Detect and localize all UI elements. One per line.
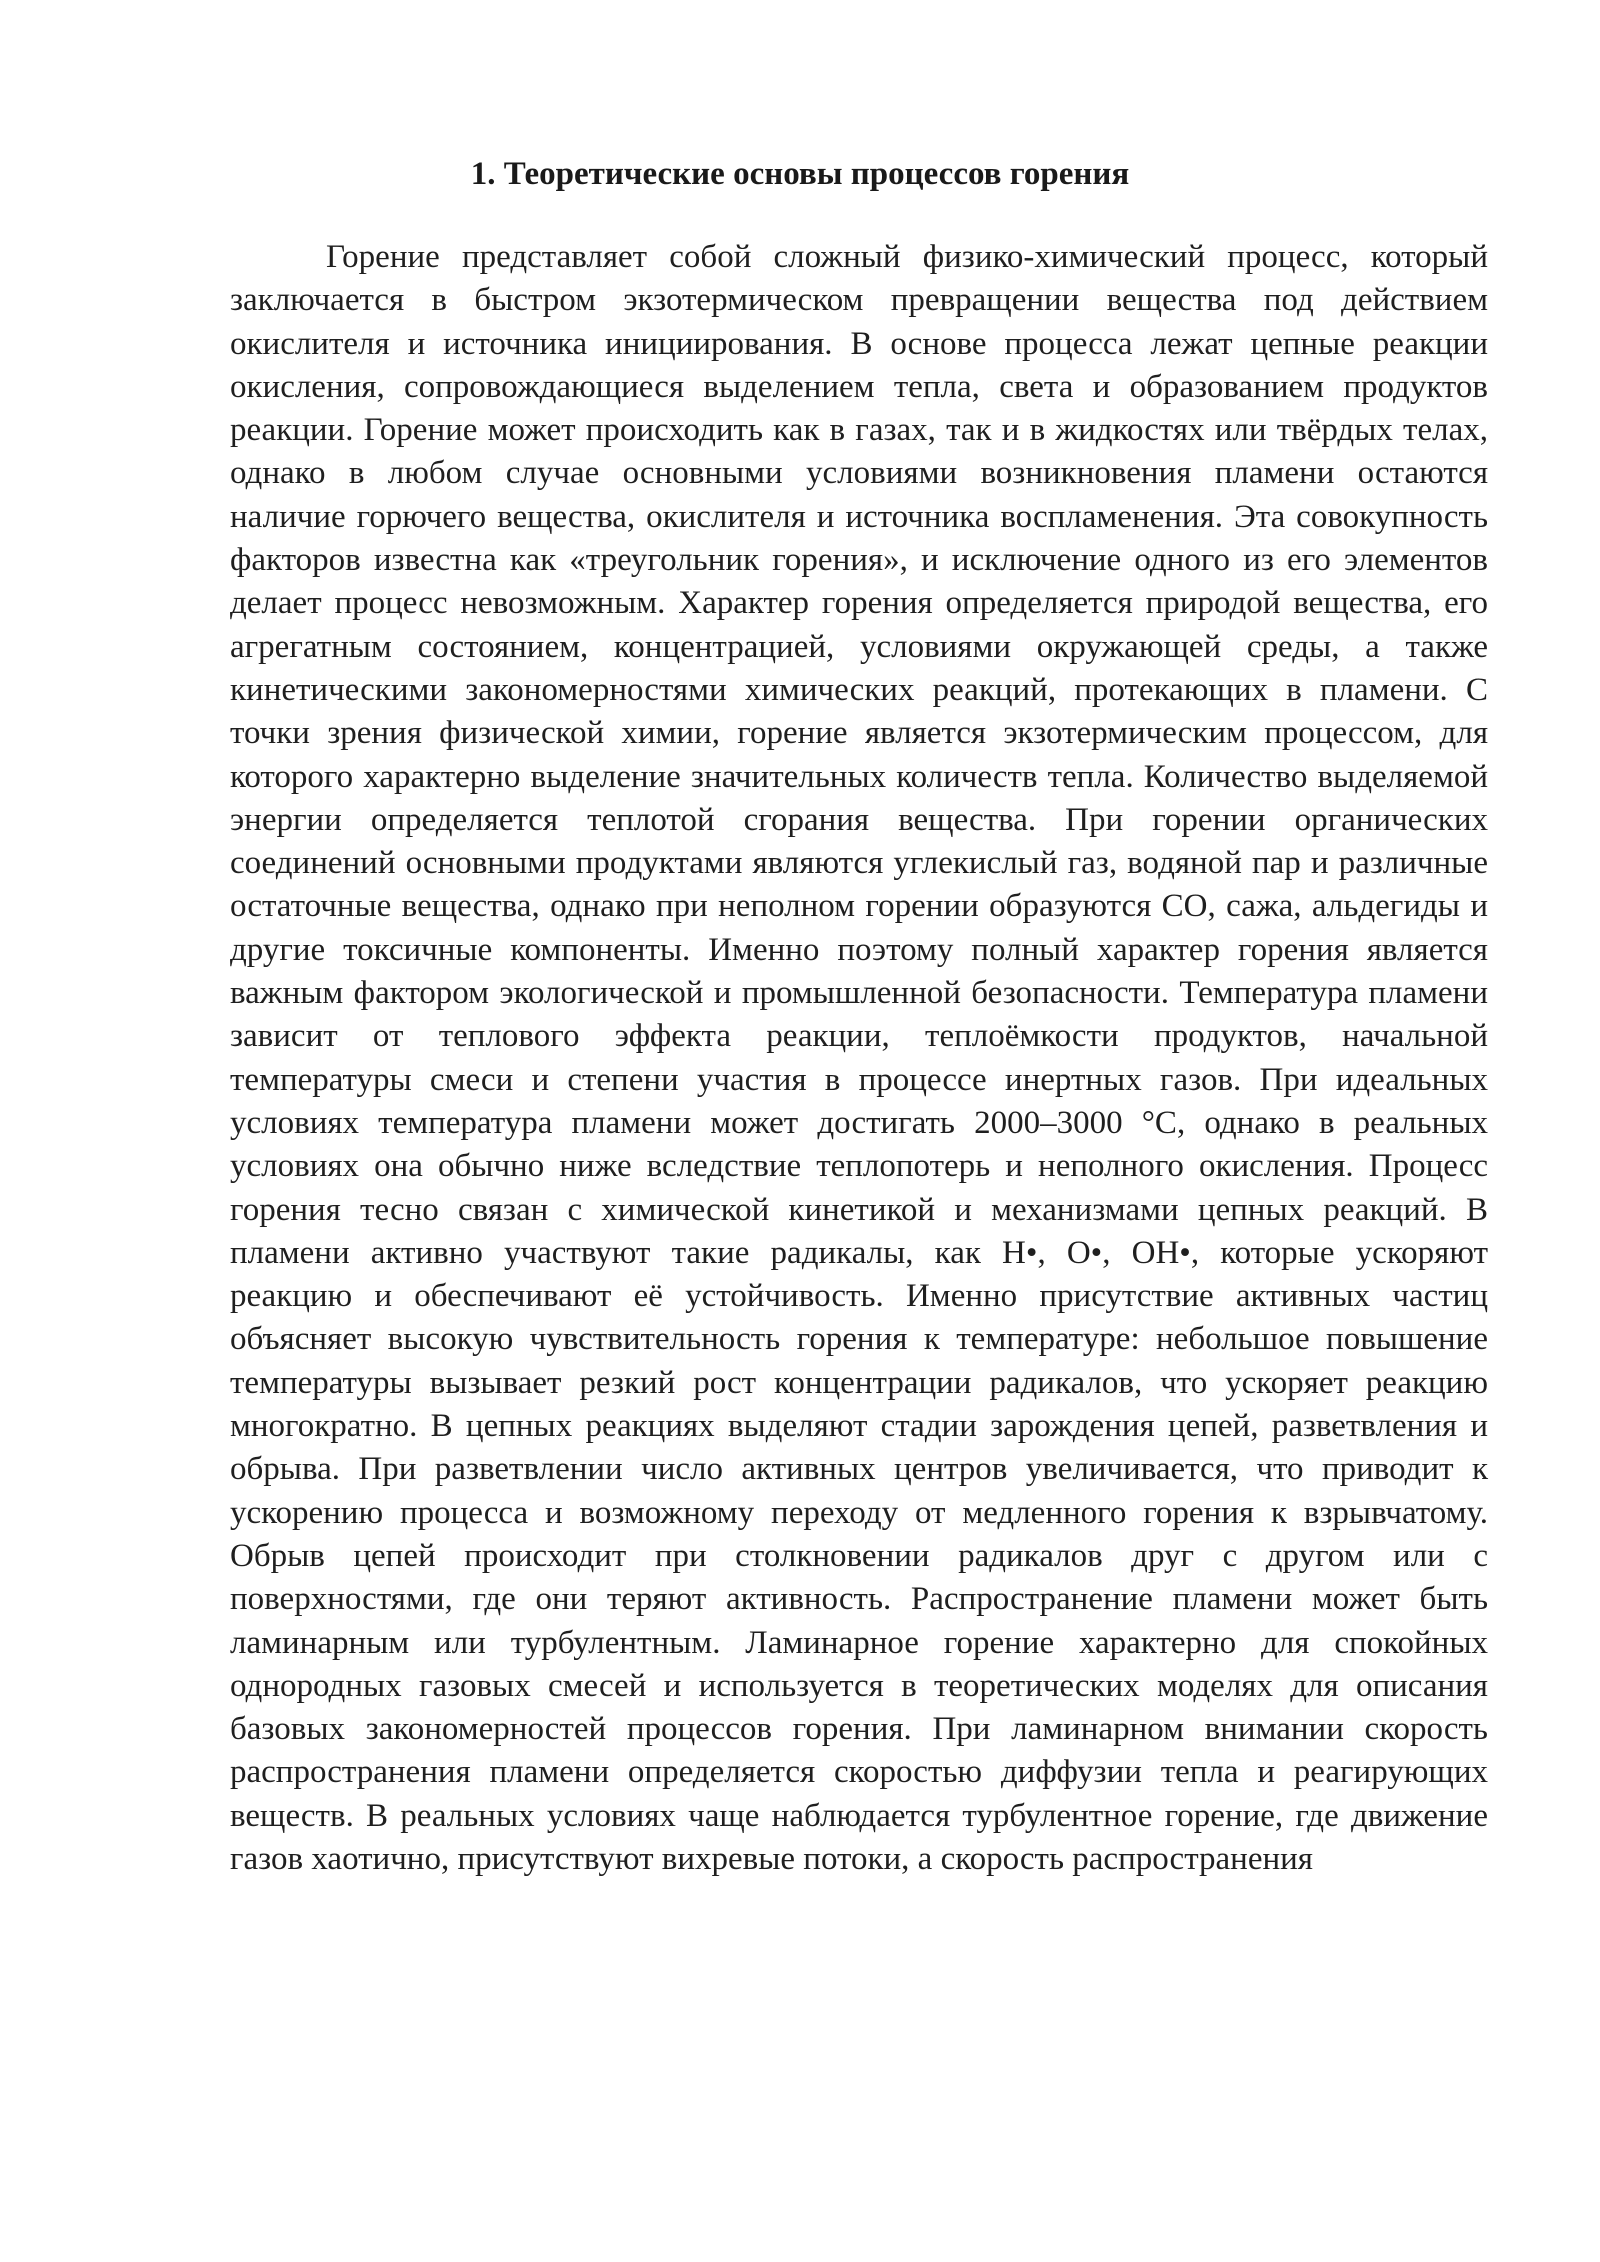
section-heading: 1. Теоретические основы процессов горения — [470, 156, 1130, 192]
body-paragraph: Горение представляет собой сложный физико-химический процесс, который заключается в быстром экзотермическом превращении вещества под действием окислителя и источника инициирования. В основе процесса лежат цепные реакции окисления, сопровождающиеся выделением тепла, света и образованием продуктов реакции. Горение может происходить как в газах, так и в жидкостях или твёрдых телах, однако в любом случае основными условиями возникновения пламени остаются наличие горючего вещества, окислителя и источника воспламенения. Эта совокупность факторов известна как «треугольник горения», и исключение одного из его элементов делает процесс невозможным. Характер горения определяется природой вещества, его агрегатным состоянием, концентрацией, условиями окружающей среды, а также кинетическими закономерностями химических реакций, протекающих в пламени. С точки зрения физической химии, горение является экзотермическим процессом, для которого характерно выделение значительных количеств тепла. Количество выделяемой энергии определяется теплотой сгорания вещества. При горении органических соединений основными продуктами являются углекислый газ, водяной пар и различные остаточные вещества, однако при неполном горении образуются CO, сажа, альдегиды и другие токсичные компоненты. Именно поэтому полный характер горения является важным фактором экологической и промышленной безопасности. Температура пламени зависит от теплового эффекта реакции, теплоёмкости продуктов, начальной температуры смеси и степени участия в процессе инертных газов. При идеальных условиях температура пламени может достигать 2000–3000 °C, однако в реальных условиях она обычно ниже вследствие теплопотерь и неполного окисления. Процесс горения тесно связан с химической кинетикой и механизмами цепных реакций. В пламени активно участвуют такие радикалы, как H•, O•, OH•, которые ускоряют реакцию и обеспечивают её устойчивость. Именно присутствие активных частиц объясняет высокую чувствительность горения к температуре: небольшое повышение температуры вызывает резкий рост концентрации радикалов, что ускоряет реакцию многократно. В цепных реакциях выделяют стадии зарождения цепей, разветвления и обрыва. При разветвлении число активных центров увеличивается, что приводит к ускорению процесса и возможному переходу от медленного горения к взрывчатому. Обрыв цепей происходит при столкновении радикалов друг с другом или с поверхностями, где они теряют активность. Распространение пламени может быть ламинарным или турбулентным. Ламинарное горение характерно для спокойных однородных газовых смесей и используется в теоретических моделях для описания базовых закономерностей процессов горения. При ламинарном внимании скорость распространения пламени определяется скоростью диффузии тепла и реагирующих веществ. В реальных условиях чаще наблюдается турбулентное горение, где движение газов хаотично, присутствуют вихревые потоки, а скорость распространения — [230, 239, 1488, 1877]
